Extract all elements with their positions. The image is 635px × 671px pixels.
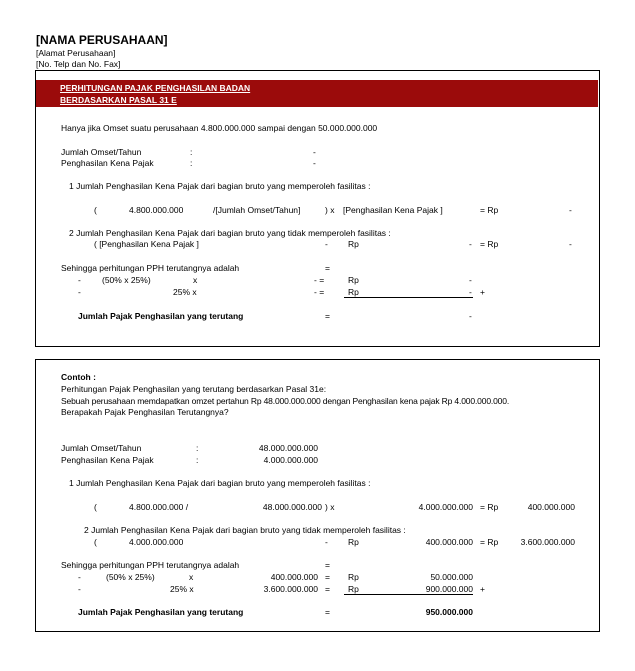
ex-omset-value: 48.000.000.000 bbox=[258, 443, 318, 453]
ex-row2-equals: = bbox=[325, 584, 330, 594]
ex-item1-result: 400.000.000 bbox=[527, 502, 575, 512]
title-banner bbox=[36, 80, 598, 107]
ex-row2-rate: 25% x bbox=[170, 584, 194, 594]
ex-row2-rp: Rp bbox=[348, 584, 359, 594]
item2-pkp: ( [Penghasilan Kena Pajak ] bbox=[94, 239, 199, 249]
omset-colon: : bbox=[190, 147, 193, 157]
item1-open-paren: ( bbox=[94, 205, 97, 215]
omset-value: - bbox=[313, 147, 316, 157]
total-value: - bbox=[469, 311, 472, 321]
ex-row1-times: x bbox=[189, 572, 194, 582]
row1-minus-equals: - = bbox=[314, 275, 325, 285]
item2-rp: Rp bbox=[348, 239, 359, 249]
ex-sehingga-equals: = bbox=[325, 560, 330, 570]
banner-title-line1: PERHITUNGAN PAJAK PENGHASILAN BADAN bbox=[60, 83, 251, 93]
ex-pkp-label: Penghasilan Kena Pajak bbox=[61, 455, 154, 465]
item2-minus: - bbox=[325, 239, 328, 249]
ex-item1-heading: 1 Jumlah Penghasilan Kena Pajak dari bagian bruto yang memperoleh fasilitas : bbox=[69, 478, 371, 488]
ex-item2-result: 3.600.000.000 bbox=[520, 537, 575, 547]
pkp-label: Penghasilan Kena Pajak bbox=[61, 158, 154, 168]
ex-item2-minus: - bbox=[325, 537, 328, 547]
ex-sehingga-text: Sehingga perhitungan PPH terutangnya adalah bbox=[61, 560, 240, 570]
ex-item1-times: ) x bbox=[325, 502, 335, 512]
ex-item2-open-paren: ( bbox=[94, 537, 97, 547]
ex-total-value: 950.000.000 bbox=[425, 607, 473, 617]
example-line1: Perhitungan Pajak Penghasilan yang terutang berdasarkan Pasal 31e: bbox=[61, 384, 327, 394]
company-name: [NAMA PERUSAHAAN] bbox=[36, 33, 168, 47]
row2-rate: 25% x bbox=[173, 287, 197, 297]
row2-minus-equals: - = bbox=[314, 287, 325, 297]
ex-item2-equals: = Rp bbox=[480, 537, 499, 547]
ex-row1-equals: = bbox=[325, 572, 330, 582]
ex-total-equals: = bbox=[325, 607, 330, 617]
item2-heading: 2 Jumlah Penghasilan Kena Pajak dari bagian bruto yang tidak memperoleh fasilitas : bbox=[69, 228, 391, 238]
row1-rp: Rp bbox=[348, 275, 359, 285]
ex-item1-pkp: 4.000.000.000 bbox=[418, 502, 473, 512]
ex-row1-dash: - bbox=[78, 572, 81, 582]
ex-omset-label: Jumlah Omset/Tahun bbox=[61, 443, 142, 453]
pkp-colon: : bbox=[190, 158, 193, 168]
example-title: Contoh : bbox=[61, 372, 96, 382]
item1-threshold: 4.800.000.000 bbox=[129, 205, 184, 215]
ex-row1-base: 400.000.000 bbox=[270, 572, 318, 582]
item1-equals: = Rp bbox=[480, 205, 499, 215]
sehingga-text: Sehingga perhitungan PPH terutangnya adalah bbox=[61, 263, 240, 273]
intro-text: Hanya jika Omset suatu perusahaan 4.800.000.000 sampai dengan 50.000.000.000 bbox=[61, 123, 378, 133]
ex-item1-equals: = Rp bbox=[480, 502, 499, 512]
item1-pkp: [Penghasilan Kena Pajak ] bbox=[343, 205, 443, 215]
item2-dash: - bbox=[469, 239, 472, 249]
ex-item2-pkp: 4.000.000.000 bbox=[129, 537, 184, 547]
company-phone: [No. Telp dan No. Fax] bbox=[36, 59, 121, 69]
omset-label: Jumlah Omset/Tahun bbox=[61, 147, 142, 157]
example-line2: Sebuah perusahaan memdapatkan omzet pertahun Rp 48.000.000.000 dengan Penghasilan kena pajak Rp 4.000.000.000. bbox=[61, 396, 510, 406]
row2-underline bbox=[344, 287, 473, 298]
ex-row2-value: 900.000.000 bbox=[425, 584, 473, 594]
item1-divisor: /[Jumlah Omset/Tahun] bbox=[213, 205, 301, 215]
company-address: [Alamat Perusahaan] bbox=[36, 48, 116, 58]
pkp-value: - bbox=[313, 158, 316, 168]
banner-title-line2: BERDASARKAN PASAL 31 E bbox=[60, 95, 177, 105]
ex-row1-rate: (50% x 25%) bbox=[106, 572, 155, 582]
row2-rp: Rp bbox=[348, 287, 359, 297]
ex-pkp-colon: : bbox=[196, 455, 199, 465]
row1-value: - bbox=[469, 275, 472, 285]
ex-row2-base: 3.600.000.000 bbox=[263, 584, 318, 594]
calculation-template-box bbox=[35, 70, 600, 347]
sehingga-equals: = bbox=[325, 263, 330, 273]
ex-row2-plus: + bbox=[480, 584, 485, 594]
ex-row2-dash: - bbox=[78, 584, 81, 594]
total-equals: = bbox=[325, 311, 330, 321]
row1-dash: - bbox=[78, 275, 81, 285]
ex-item2-value: 400.000.000 bbox=[425, 537, 473, 547]
item1-heading: 1 Jumlah Penghasilan Kena Pajak dari bagian bruto yang memperoleh fasilitas : bbox=[69, 181, 371, 191]
item1-result: - bbox=[569, 205, 572, 215]
example-line3: Berapakah Pajak Penghasilan Terutangnya? bbox=[61, 407, 229, 417]
ex-total-label: Jumlah Pajak Penghasilan yang terutang bbox=[78, 607, 244, 617]
item2-result: - bbox=[569, 239, 572, 249]
row2-value: - bbox=[469, 287, 472, 297]
ex-omset-colon: : bbox=[196, 443, 199, 453]
row1-rate: (50% x 25%) bbox=[102, 275, 151, 285]
ex-row1-rp: Rp bbox=[348, 572, 359, 582]
ex-item2-heading: 2 Jumlah Penghasilan Kena Pajak dari bagian bruto yang tidak memperoleh fasilitas : bbox=[84, 525, 406, 535]
ex-item2-rp: Rp bbox=[348, 537, 359, 547]
ex-pkp-value: 4.000.000.000 bbox=[263, 455, 318, 465]
row2-plus: + bbox=[480, 287, 485, 297]
item1-times: ) x bbox=[325, 205, 335, 215]
ex-item1-omset: 48.000.000.000 bbox=[262, 502, 322, 512]
row2-dash: - bbox=[78, 287, 81, 297]
total-label: Jumlah Pajak Penghasilan yang terutang bbox=[78, 311, 244, 321]
row1-times: x bbox=[193, 275, 198, 285]
ex-row1-value: 50.000.000 bbox=[430, 572, 473, 582]
ex-item1-threshold: 4.800.000.000 / bbox=[129, 502, 189, 512]
ex-item1-open-paren: ( bbox=[94, 502, 97, 512]
item2-equals: = Rp bbox=[480, 239, 499, 249]
